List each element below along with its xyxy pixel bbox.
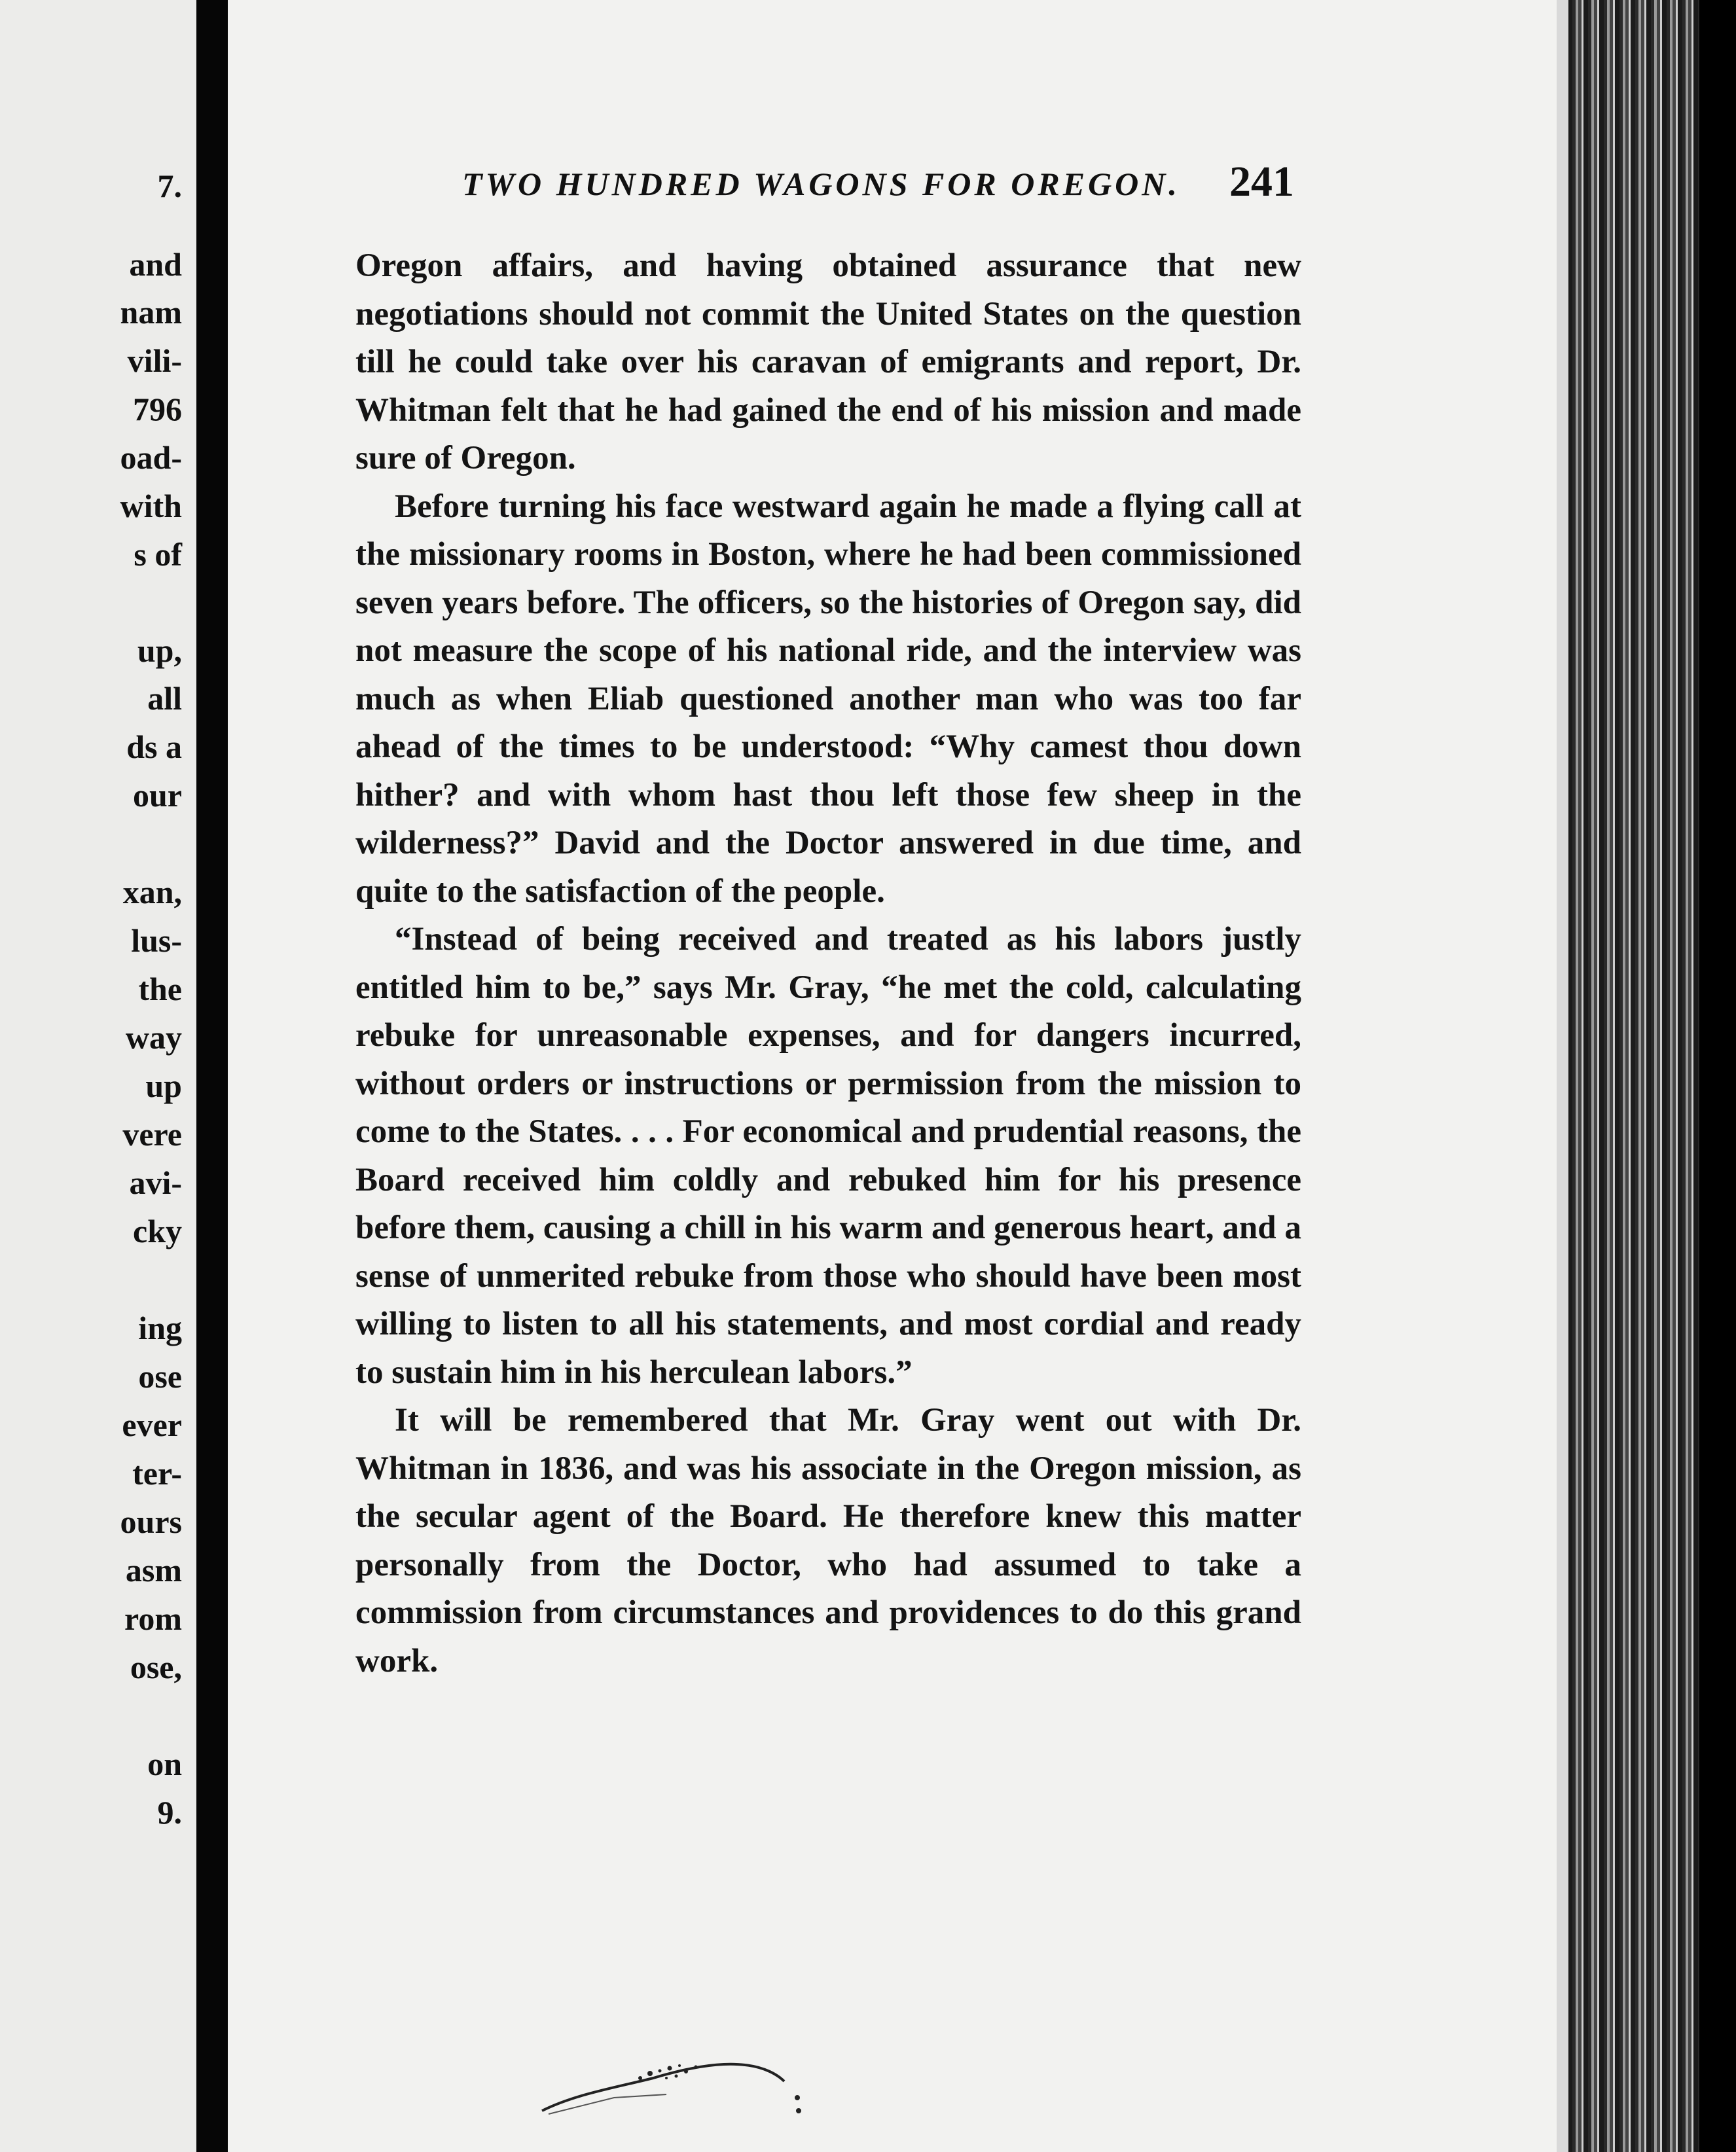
left-line: ter- [132,1455,182,1492]
left-line: ing [138,1310,182,1346]
page-body [355,242,1301,1685]
left-line: vere [122,1116,182,1153]
left-line: cky [133,1213,182,1249]
background-edge [1699,0,1736,2152]
left-line: ours [120,1503,182,1540]
left-line: ever [122,1407,182,1443]
page-number: 241 [1229,158,1294,206]
paragraph: Before turning his face westward again he made a flying call at the missionary rooms in Boston, where he had been commissioned seven years before. The officers, so the histories of Oregon say, did not measure the scope of his national ride, and the interview was much as when Eliab questioned another man who was too far ahead of the times to be understood: “Why camest thou down hither? and with whom hast thou left those few sheep in the wilderness?” David and the Doctor answered in due time, and quite to the satisfaction of the people. [355,488,1301,910]
left-line: on [147,1746,182,1782]
left-line: s of [134,536,182,573]
left-line: 9. [157,1794,182,1831]
previous-page-fragment [0,0,196,2152]
left-line: our [133,777,182,814]
left-line: all [147,680,182,717]
page-header [228,158,1557,217]
book-gutter [196,0,228,2152]
left-line: 796 [133,391,182,427]
left-line: the [138,971,182,1007]
left-line: rom [124,1600,182,1637]
left-line: way [125,1019,182,1056]
left-line: oad- [120,439,182,476]
left-line: ds a [126,728,182,765]
ink-smudge [535,2042,817,2121]
left-line: ose [138,1358,182,1395]
paragraph: Oregon affairs, and having obtained assurance that new negotiations should not commit the United States on the question till he could take over his caravan of emigrants and report, Dr. Whitman felt that he had gained the end of his mission and made sure of Oregon. [355,247,1301,476]
left-line: avi- [129,1164,182,1201]
left-line: nam [120,294,182,331]
left-line: vili- [127,342,182,379]
book-page [228,0,1557,2152]
left-line: with [120,488,182,524]
page-edge-rim [1557,0,1568,2152]
paragraph: “Instead of being received and treated as his labors justly entitled him to be,” says Mr. Gray, “he met the cold, calculating rebuke for unreasonable expenses, and for dangers incurred, without orders or instructions or permission from the mission to come to the States. . . . For economical and prudential reasons, the Board received him coldly and rebuked him for his presence before them, causing a chill in his warm and generous heart, and a sense of unmerited rebuke from those who should have been most willing to listen to all his statements, and most cordial and ready to sustain him in his herculean labors.” [355,921,1301,1391]
left-line: up [145,1067,182,1104]
left-line: lus- [131,922,182,959]
left-line: asm [125,1552,182,1588]
left-line: ose, [130,1649,182,1685]
running-title: TWO HUNDRED WAGONS FOR OREGON. [462,166,1180,202]
left-line: xan, [122,874,182,910]
paragraph: It will be remembered that Mr. Gray went out with Dr. Whitman in 1836, and was his associate in the Oregon mission, as the secular agent of the Board. He therefore knew this matter personally from the Doctor, who had assumed to take a commission from circumstances and providences to do this grand work. [355,1402,1301,1679]
left-line: and [129,246,182,283]
left-line: up, [137,632,182,669]
left-line: 7. [157,168,182,204]
page-edges [1557,0,1699,2152]
